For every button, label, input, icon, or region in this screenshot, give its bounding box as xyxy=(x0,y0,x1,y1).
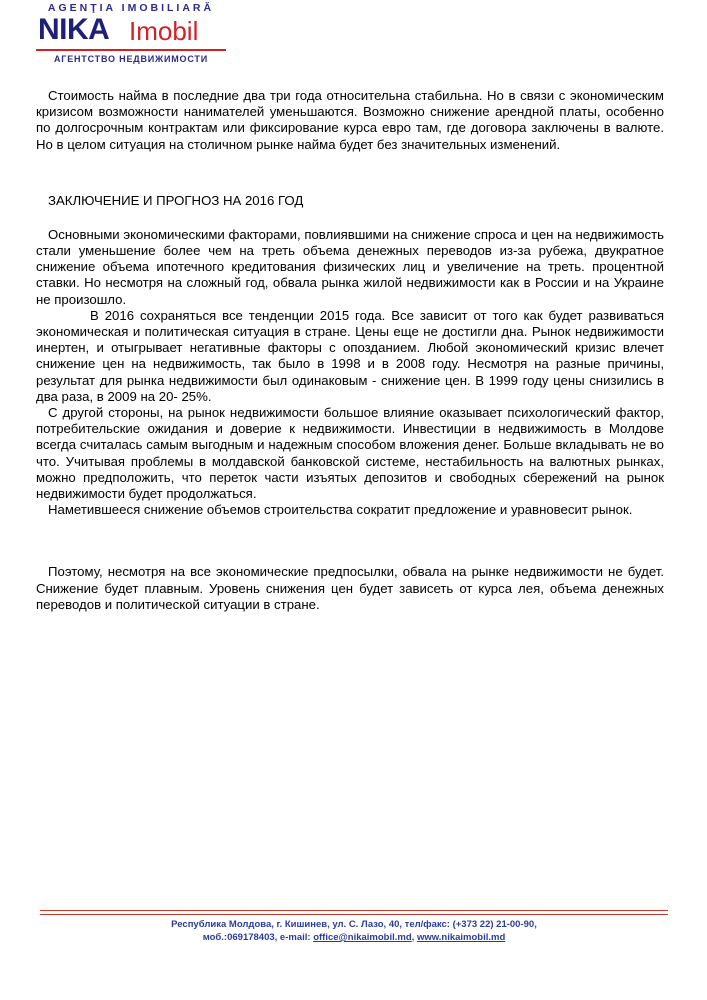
paragraph-psychology: С другой стороны, на рынок недвижимости большое влияние оказывает психологический фактор, потребительские ожидания и доверие к недвижимости. Инвестиции в недвижимость в Молдове всегда считалась самым выгодным и надежным способом вложения денег. Больше вкладывать не во что. Учитывая проблемы в молдавской банковской системе, нестабильность на валютных рынках, можно предположить, что переток части изъятых депозитов и свободных сбережений на рынок недвижимости будет продолжаться. xyxy=(36,405,664,502)
paragraph-conclusion: Поэтому, несмотря на все экономические предпосылки, обвала на рынке недвижимости не будет. Снижение будет плавным. Уровень снижения цен будет зависеть от курса лея, объема денежных переводов и политической ситуации в стране. xyxy=(36,564,664,612)
paragraph-factors: Основными экономическими факторами, повлиявшими на снижение спроса и цен на недвижимость стали уменьшение более чем на треть объема денежных переводов из-за рубежа, двукратное снижение объема ипотечного кредитования физических лиц и увеличение на треть. процентной ставки. Но несмотря на сложный год, обвала рынка жилой недвижимости как в России и на Украине не произошло. xyxy=(36,226,664,307)
footer-separator: , xyxy=(411,932,417,943)
email-link[interactable]: office@nikaimobil.md xyxy=(313,932,412,943)
paragraph-2016-trends: В 2016 сохраняться все тенденции 2015 года. Все зависит от того как будет развиваться экономическая и политическая ситуация в стране. Цены еще не достигли дна. Рынок недвижимости инертен, и отыгрывает негативные факторы с опозданием. Любой экономический кризис влечет снижение цен на недвижимость, так было в 1998 и в 2008 году. Несмотря на разные причины, результат для рынка недвижимости был одинаковым - снижение цен. В 1999 году цены снизились в два раза, в 2009 на 20- 25%. xyxy=(36,307,664,404)
logo-agency-russian: АГЕНТСТВО НЕДВИЖИМОСТИ xyxy=(54,54,208,64)
document-body xyxy=(36,88,664,613)
logo-divider xyxy=(36,49,226,51)
footer-address: Республика Молдова, г. Кишинев, ул. С. Лазо, 40, тел/факс: (+373 22) 21-00-90, xyxy=(171,919,537,930)
section-heading: ЗАКЛЮЧЕНИЕ И ПРОГНОЗ НА 2016 ГОД xyxy=(48,192,304,208)
footer-contact-line xyxy=(40,931,668,944)
logo-brand-imobil: Imobil xyxy=(129,16,199,46)
logo-brand-nika: NIKA xyxy=(38,13,110,46)
paragraph-rent: Стоимость найма в последние два три года относительна стабильна. Но в связи с экономическим кризисом возможности нанимателей уменьшаются. Возможно снижение арендной платы, особенно по долгосрочным контрактам или фиксирование курса евро там, где договора заключены в валюте. Но в целом ситуация на столичном рынке найма будет без значительных изменений. xyxy=(36,88,664,152)
website-link[interactable]: www.nikaimobil.md xyxy=(416,932,506,943)
logo-agency-romanian: AGENŢIA IMOBILIARĂ xyxy=(47,2,215,14)
footer-contacts xyxy=(40,918,668,944)
paragraph-construction: Наметившееся снижение объемов строительства сократит предложение и уравновесит рынок. xyxy=(48,502,633,518)
footer-mobile: моб.:069178403, e-mail: xyxy=(202,932,314,943)
footer-divider xyxy=(40,910,668,915)
company-logo xyxy=(36,0,226,66)
